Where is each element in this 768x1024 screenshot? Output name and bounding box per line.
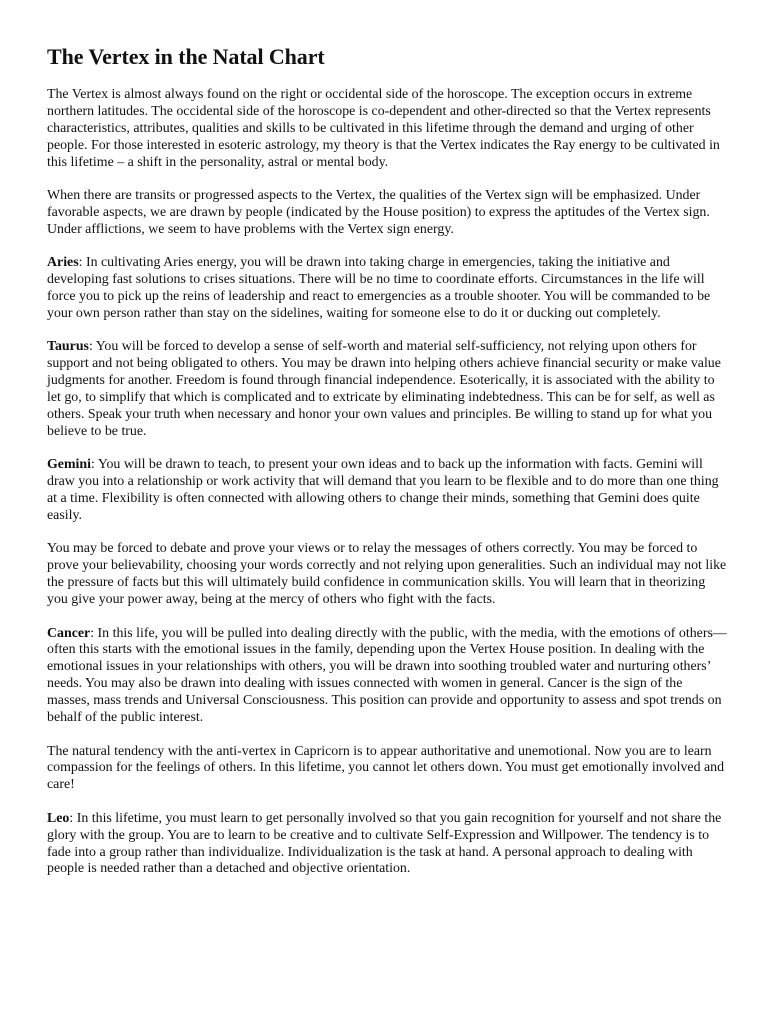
paragraph-text: When there are transits or progressed aspects to the Vertex, the qualities of the Vertex sign will be emphasized. Under favorable aspects, we are drawn by people (indicated by the House position) to express the aptitudes of the Vertex sign. Under afflictions, we seem to have problems with the Vertex sign energy. xyxy=(47,188,710,237)
sign-label-gemini: Gemini xyxy=(47,457,91,473)
paragraph-gemini xyxy=(47,457,727,525)
sign-label-taurus: Taurus xyxy=(47,339,89,355)
document-page xyxy=(47,42,727,895)
paragraph-text: : In this lifetime, you must learn to get personally involved so that you gain recognition for yourself and not share the glory with the group. You are to learn to be creative and to cultivate Self-Expression and Willpower. The tendency is to fade into a group rather than individualize. Individualization is the task at hand. A personal approach to dealing with people is needed rather than a detached and objective orientation. xyxy=(47,810,722,877)
paragraph-text: : In cultivating Aries energy, you will be drawn into taking charge in emergencies, taking the initiative and developing fast solutions to crises situations. There will be no time to coordinate efforts. Circumstances in the life will force you to pick up the reins of leadership and react to emergencies as a trouble shooter. You will be commanded to be your own person rather than stay on the sidelines, waiting for someone else to do it or ducking out completely. xyxy=(47,255,711,321)
paragraph-transits xyxy=(47,188,727,239)
paragraph-text: : You will be forced to develop a sense of self-worth and material self-sufficiency, not relying upon others for support and not being obligated to others. You may be drawn into helping others achieve financial security or make value judgments for another. Freedom is found through financial independence. Esoterically, it is associated with the ability to let go, to simplify that which is complicated and to extricate by eliminating indebtedness. This can be for self, as well as others. Speak your truth when necessary and honor your own values and principles. Be willing to stand up for what you believe to be true. xyxy=(47,339,721,439)
paragraph-intro xyxy=(47,87,727,172)
paragraph-text: You may be forced to debate and prove your views or to relay the messages of others correctly. You may be forced to prove your believability, choosing your words correctly and not relying upon generalities. Such an individual may not like the pressure of facts but this will ultimately build confidence in communication skills. You will learn that in theorizing you give your power away, being at the mercy of others who fight with the facts. xyxy=(47,541,727,608)
paragraph-text: : You will be drawn to teach, to present your own ideas and to back up the information with facts. Gemini will draw you into a relationship or work activity that will demand that you learn to be flexible and to do more than one thing at a time. Flexibility is often connected with allowing others to change their minds, something that Gemini does quite easily. xyxy=(47,457,719,524)
paragraph-gemini-continued xyxy=(47,541,727,609)
paragraph-text: : In this life, you will be pulled into dealing directly with the public, with the media, with the emotions of others— often this starts with the emotional issues in the family, depending upon the Vertex House position. In dealing with the emotional issues in your relationships with others, you will be drawn into soothing troubled water and nurturing others’ needs. You may also be drawn into dealing with issues connected with women in general. Cancer is the sign of the masses, mass trends and Universal Consciousness. This position can provide and opportunity to assess and spot trends on behalf of the public interest. xyxy=(47,625,727,726)
sign-label-aries: Aries xyxy=(47,255,79,271)
paragraph-text: The Vertex is almost always found on the right or occidental side of the horoscope. The exception occurs in extreme northern latitudes. The occidental side of the horoscope is co-dependent and other-directed so that the Vertex represents characteristics, attributes, qualities and skills to be cultivated in this lifetime through the demand and urging of other people. For those interested in esoteric astrology, my theory is that the Vertex indicates the Ray energy to be cultivated in this lifetime – a shift in the personality, astral or mental body. xyxy=(47,87,720,170)
page-title: The Vertex in the Natal Chart xyxy=(47,44,325,69)
paragraph-text: The natural tendency with the anti-vertex in Capricorn is to appear authoritative and unemotional. Now you are to learn compassion for the feelings of others. In this lifetime, you cannot let others down. You must get emotionally involved and care! xyxy=(47,743,725,793)
paragraph-aries xyxy=(47,255,727,323)
paragraph-leo xyxy=(47,811,727,879)
paragraph-cancer-continued xyxy=(47,744,727,795)
paragraph-cancer xyxy=(47,626,727,727)
sign-label-cancer: Cancer xyxy=(47,625,91,641)
paragraph-taurus xyxy=(47,339,727,440)
sign-label-leo: Leo xyxy=(47,810,70,826)
